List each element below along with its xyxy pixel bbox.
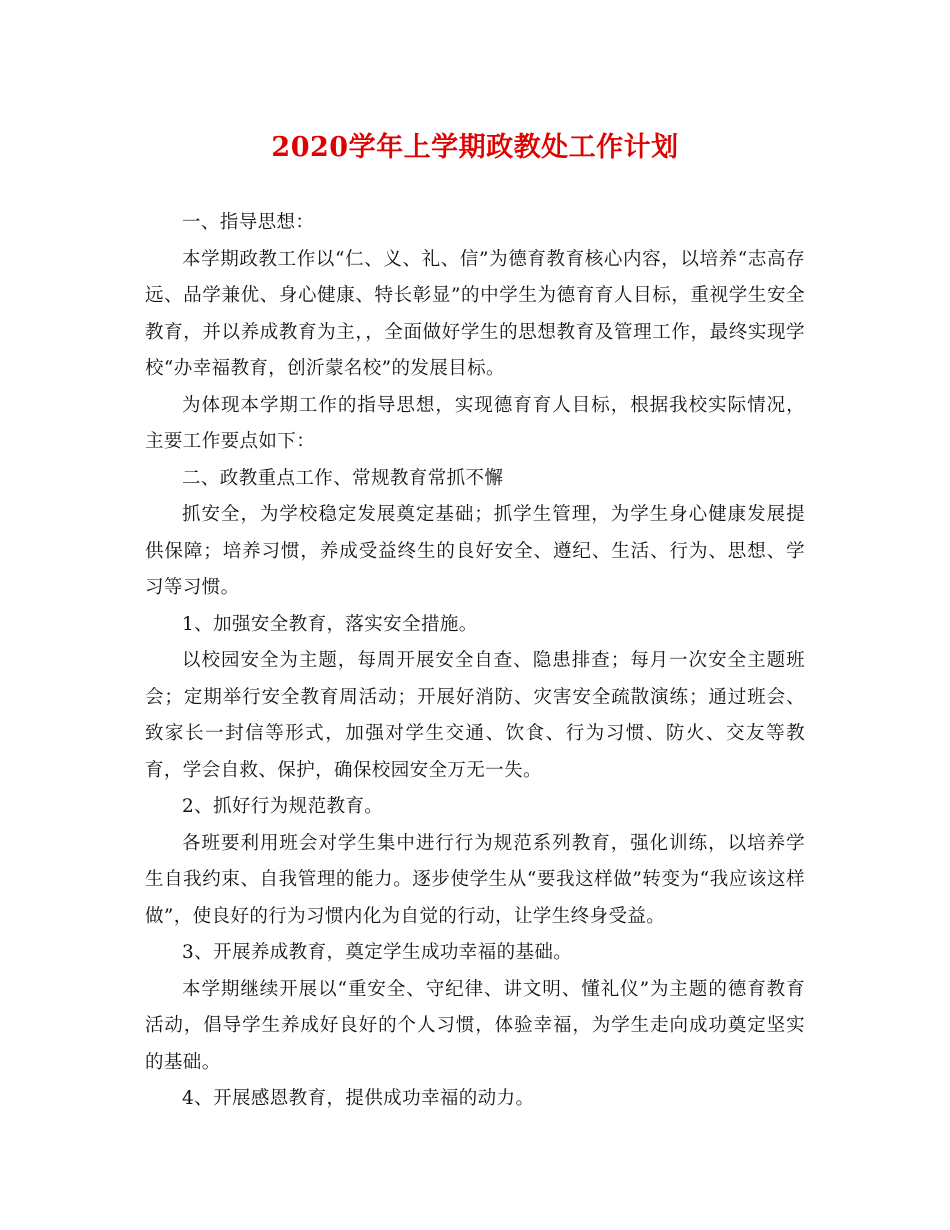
document-body bbox=[145, 205, 805, 1118]
paragraph-safety-content: 以校园安全为主题，每周开展安全自查、隐患排查；每月一次安全主题班会；定期举行安全教育周活动；开展好消防、灾害安全疏散演练；通过班会、致家长一封信等形式，加强对学生交通、饮食、行为习惯、防火、交友等教育，学会自救、保护，确保校园安全万无一失。 bbox=[145, 650, 805, 781]
paragraph-work-points: 为体现本学期工作的指导思想，实现德育育人目标，根据我校实际情况，主要工作要点如下： bbox=[145, 394, 805, 452]
paragraph-key-work-heading: 二、政教重点工作、常规教育常抓不懈 bbox=[182, 467, 504, 489]
paragraph-habit-heading: 3、开展养成教育，奠定学生成功幸福的基础。 bbox=[182, 942, 573, 963]
paragraph-gratitude-heading: 4、开展感恩教育，提供成功幸福的动力。 bbox=[182, 1088, 535, 1109]
paragraph-safety-heading: 1、加强安全教育，落实安全措施。 bbox=[182, 613, 478, 635]
paragraph-guiding-heading: 一、指导思想： bbox=[182, 212, 315, 233]
paragraph-behavior-heading: 2、抓好行为规范教育。 bbox=[182, 796, 384, 817]
paragraph-behavior-content: 各班要利用班会对学生集中进行行为规范系列教育，强化训练，以培养学生自我约束、自我管理的能力。逐步使学生从“要我这样做”转变为“我应该这样做”，使良好的行为习惯内化为自觉的行动，让学生终身受益。 bbox=[145, 832, 805, 927]
paragraph-key-work-content: 抓安全，为学校稳定发展奠定基础；抓学生管理，为学生身心健康发展提供保障；培养习惯，养成受益终生的良好安全、遵纪、生活、行为、思想、学习等习惯。 bbox=[145, 504, 805, 598]
paragraph-habit-content: 本学期继续开展以“重安全、守纪律、讲文明、懂礼仪”为主题的德育教育活动，倡导学生养成好良好的个人习惯，体验幸福，为学生走向成功奠定坚实的基础。 bbox=[145, 978, 805, 1073]
paragraph-guiding-content: 本学期政教工作以“仁、义、礼、信”为德育教育核心内容，以培养“志高存远、品学兼优、身心健康、特长彰显”的中学生为德育育人目标，重视学生安全教育，并以养成教育为主，，全面做好学生的思想教育及管理工作，最终实现学校“办幸福教育，创沂蒙名校”的发展目标。 bbox=[145, 248, 805, 379]
document-title: 2020学年上学期政教处工作计划 bbox=[271, 132, 679, 163]
